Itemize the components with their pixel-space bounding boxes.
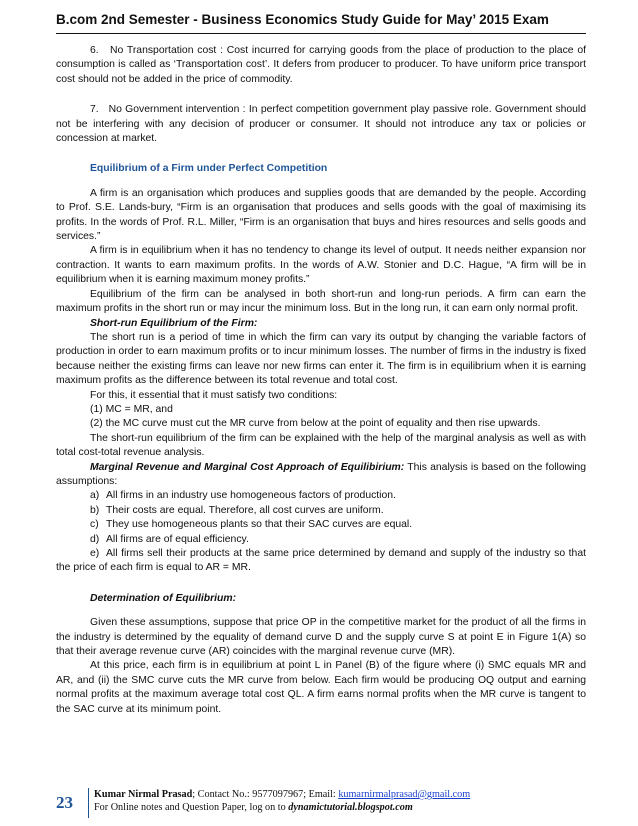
point-6-paragraph: 6. No Transportation cost : Cost incurred for carrying goods from the place of production to the place of consumption is called as ‘Transportation cost’. It defers from producer to producer. To have uniform price transport cost should not be added in the price of commodity. — [56, 45, 586, 85]
list-item: c) They use homogeneous plants so that their SAC curves are equal. — [90, 519, 413, 531]
determination-paragraph-2: At this price, each firm is in equilibrium at point L in Panel (B) of the figure where (i) SMC equals MR and AR, and (ii) the SMC curve cuts the MR curve from below. Each firm would be producing OQ output and earning normal profits at the maximum average total cost QL. A firm earns normal profits when the MR curve is tangent to the SAC curve at its minimum point. — [56, 660, 586, 715]
assumptions-list — [56, 489, 586, 575]
list-item: e) All firms sell their products at the same price determined by demand and supply of the industry so that the price of each firm is equal to AR = MR. — [56, 548, 586, 574]
equilibrium-periods-paragraph: Equilibrium of the firm can be analysed in both short-run and long-run periods. A firm can earn the maximum profits in the short run or may incur the minimum loss. But in the long run, it can earn only normal profit. — [56, 288, 586, 315]
footer-author: Kumar Nirmal Prasad — [94, 789, 193, 800]
section-heading-short-run: Short-run Equilibrium of the Firm: — [90, 317, 258, 329]
condition-1: (1) MC = MR, and — [90, 403, 173, 415]
page-number: 23 — [56, 788, 89, 818]
condition-2: (2) the MC curve must cut the MR curve from below at the point of equality and then rise upwards. — [90, 418, 541, 430]
section-heading-equilibrium: Equilibrium of a Firm under Perfect Competition — [90, 163, 328, 175]
mr-mc-lead: This analysis is based on the following assumptions: — [56, 461, 586, 487]
footer-online-line: For Online notes and Question Paper, log on to dynamictutorial.blogspot.com — [94, 802, 413, 813]
list-item: d) All firms are of equal efficiency. — [90, 533, 249, 545]
header-divider — [56, 33, 586, 34]
document-body — [56, 44, 586, 717]
firm-equilibrium-paragraph: A firm is in equilibrium when it has no tendency to change its level of output. It needs neither expansion nor contraction. It wants to earn maximum profits. In the words of A.W. Stonier and D.C. Hague, “A firm will be in equilibrium when it is earning maximum money profits.” — [56, 245, 586, 286]
short-run-analysis-paragraph: The short-run equilibrium of the firm can be explained with the help of the marginal analysis as well as with total cost-total revenue analysis. — [56, 432, 586, 459]
mr-mc-paragraph — [56, 461, 586, 490]
list-item: a) All firms in an industry use homogeneous factors of production. — [90, 490, 396, 502]
page-header: B.com 2nd Semester - Business Economics Study Guide for May’ 2015 Exam — [56, 12, 549, 27]
footer-email-link[interactable]: kumarnirmalprasad@gmail.com — [338, 789, 471, 800]
footer-site-link[interactable]: dynamictutorial.blogspot.com — [288, 802, 413, 813]
section-heading-mr-mc: Marginal Revenue and Marginal Cost Approach of Equilibirium: — [90, 461, 405, 473]
firm-definition-paragraph: A firm is an organisation which produces and supplies goods that are demanded by the people. According to Prof. S.E. Lands-bury, “Firm is an organisation that produces and sells goods with the goal of maximising its profits. In the words of Prof. R.L. Miller, “Firm is an organisation that buys and hires resources and sells goods and services.” — [56, 187, 586, 243]
short-run-paragraph: The short run is a period of time in which the firm can vary its output by changing the variable factors of production in order to earn maximum profits or to incur minimum losses. The number of firms in the industry is fixed because neither the existing firms can leave nor new firms can enter it. The firm is in equilibrium when it is earning maximum profits as the difference between its total revenue and total cost. — [56, 331, 586, 387]
footer-contact-line: Kumar Nirmal Prasad; Contact No.: 9577097967; Email: kumarnirmalprasad@gmail.com — [94, 789, 471, 800]
conditions-intro: For this, it essential that it must satisfy two conditions: — [90, 389, 338, 401]
list-item: b) Their costs are equal. Therefore, all cost curves are uniform. — [90, 504, 384, 516]
determination-paragraph-1: Given these assumptions, suppose that price OP in the competitive market for the product of all the firms in the industry is determined by the equality of demand curve D and the supply curve S at point E in Figure 1(A) so that their average revenue curve (AR) coincides with the marginal revenue curve (MR). — [56, 617, 586, 658]
section-heading-determination: Determination of Equilibrium: — [90, 592, 237, 604]
page-footer — [56, 786, 586, 820]
point-7-paragraph: 7. No Government intervention : In perfect competition government play passive role. Government should not be interfering with any decision of producer or consumer. It should not introduce any tax or policies or concession at market. — [56, 104, 586, 145]
footer-text — [94, 788, 470, 814]
